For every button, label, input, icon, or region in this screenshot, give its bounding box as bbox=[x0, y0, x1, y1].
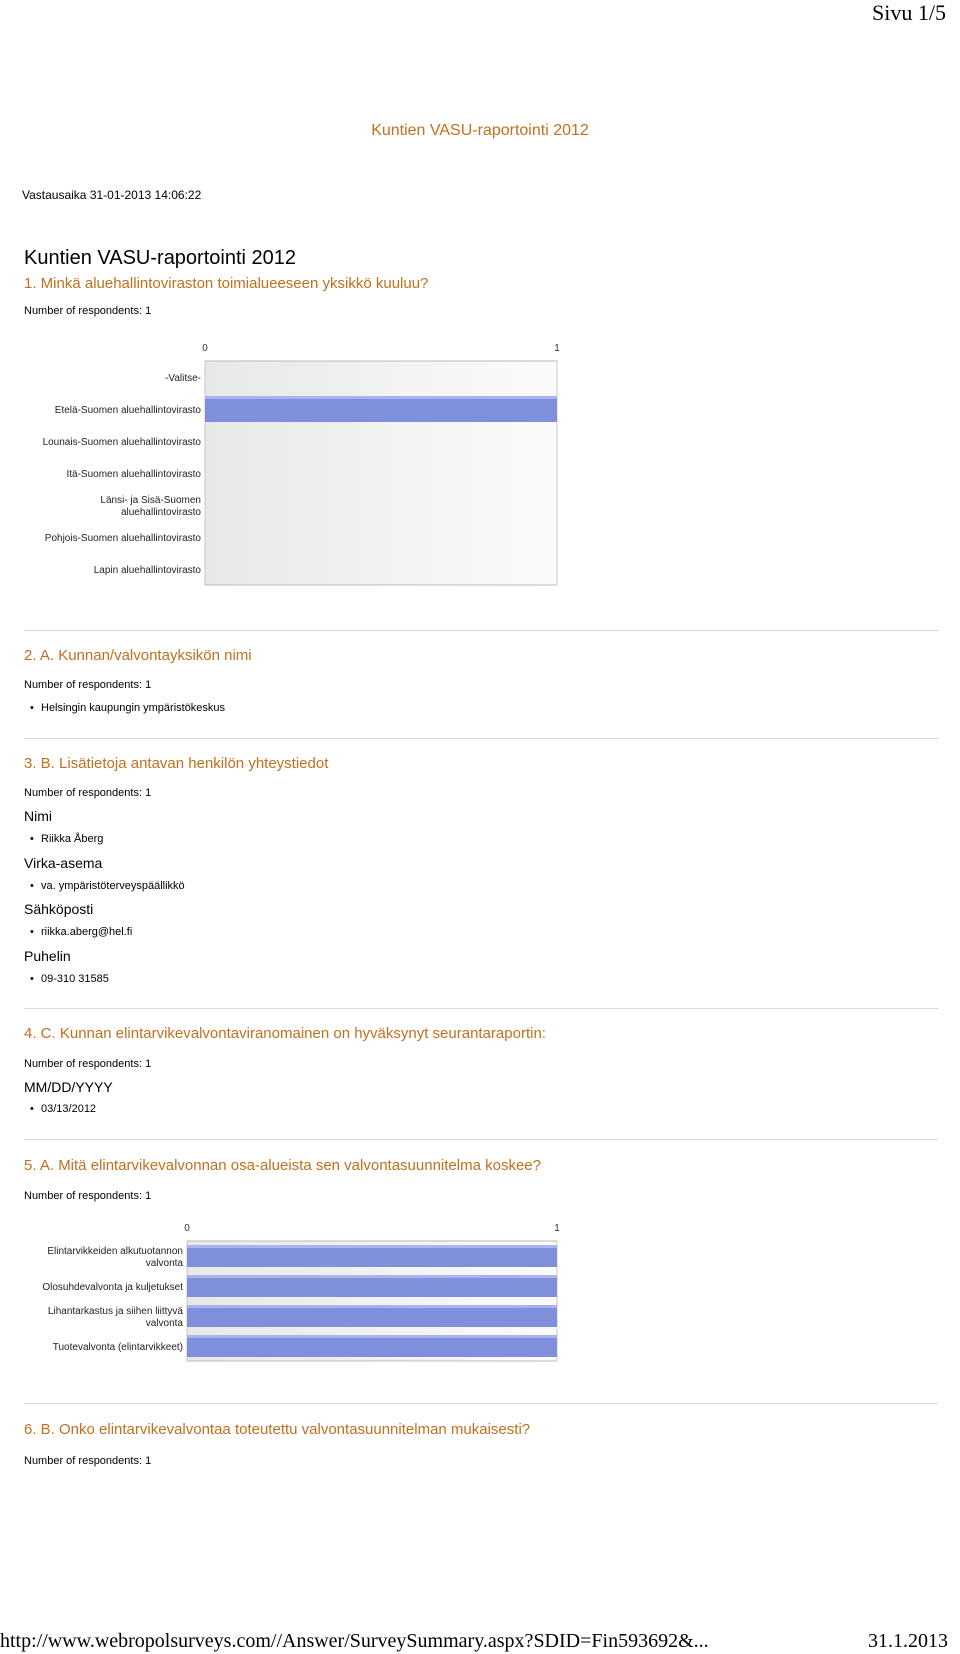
document-title: Kuntien VASU-raportointi 2012 bbox=[371, 122, 589, 139]
bar-highlight bbox=[187, 1335, 557, 1338]
bar bbox=[205, 396, 557, 422]
x-tick-label: 1 bbox=[554, 1223, 560, 1234]
category-label: -Valitse- bbox=[165, 373, 201, 384]
bar bbox=[187, 1335, 557, 1357]
category-label: Olosuhdevalvonta ja kuljetukset bbox=[42, 1282, 183, 1293]
category-label: Elintarvikkeiden alkutuotannon bbox=[47, 1246, 183, 1257]
question-3-title: 3. B. Lisätietoja antavan henkilön yhteystiedot bbox=[24, 755, 329, 772]
category-label: Pohjois-Suomen aluehallintovirasto bbox=[44, 533, 201, 544]
category-label: Itä-Suomen aluehallintovirasto bbox=[66, 469, 201, 480]
field-label-phone: Puhelin bbox=[24, 948, 71, 964]
field-label-position: Virka-asema bbox=[24, 855, 103, 871]
section-divider bbox=[24, 738, 938, 739]
section-divider bbox=[24, 1008, 938, 1009]
x-tick-label: 0 bbox=[202, 343, 208, 354]
x-tick-label: 1 bbox=[554, 343, 560, 354]
x-tick-label: 0 bbox=[184, 1223, 190, 1234]
question-5-title: 5. A. Mitä elintarvikevalvonnan osa-alueista sen valvontasuunnitelma koskee? bbox=[24, 1157, 541, 1174]
question-4-respondents: Number of respondents: 1 bbox=[24, 1058, 152, 1070]
list-item: • Riikka Åberg bbox=[32, 833, 103, 845]
list-item: • 03/13/2012 bbox=[32, 1103, 96, 1115]
question-1-bar-chart bbox=[0, 340, 600, 610]
footer-url: http://www.webropolsurveys.com//Answer/SurveySummary.aspx?SDID=Fin593692&... bbox=[0, 1630, 709, 1652]
list-item: • va. ympäristöterveyspäällikkö bbox=[32, 880, 185, 892]
category-label: Tuotevalvonta (elintarvikkeet) bbox=[52, 1342, 183, 1353]
question-6-title: 6. B. Onko elintarvikevalvontaa toteutettu valvontasuunnitelman mukaisesti? bbox=[24, 1421, 531, 1438]
survey-title: Kuntien VASU-raportointi 2012 bbox=[24, 247, 297, 269]
response-time: Vastausaika 31-01-2013 14:06:22 bbox=[22, 188, 202, 202]
question-2-respondents: Number of respondents: 1 bbox=[24, 679, 152, 691]
bar bbox=[187, 1305, 557, 1327]
bar bbox=[187, 1245, 557, 1267]
list-item: • riikka.aberg@hel.fi bbox=[32, 926, 132, 938]
section-divider bbox=[24, 1139, 938, 1140]
field-label-name: Nimi bbox=[24, 808, 52, 824]
category-label: valvonta bbox=[145, 1258, 183, 1269]
question-2-title: 2. A. Kunnan/valvontayksikön nimi bbox=[24, 647, 252, 664]
page-number: Sivu 1/5 bbox=[872, 0, 946, 25]
field-label-date-format: MM/DD/YYYY bbox=[24, 1079, 113, 1095]
question-5-bar-chart bbox=[0, 1220, 600, 1380]
question-1-title: 1. Minkä aluehallintoviraston toimialueeseen yksikkö kuuluu? bbox=[24, 275, 429, 292]
category-label: Lounais-Suomen aluehallintovirasto bbox=[42, 437, 201, 448]
section-divider bbox=[24, 1403, 938, 1404]
bar-highlight bbox=[187, 1275, 557, 1278]
category-label: Länsi- ja Sisä-Suomen bbox=[100, 495, 201, 506]
question-1-respondents: Number of respondents: 1 bbox=[24, 305, 152, 317]
list-item: • Helsingin kaupungin ympäristökeskus bbox=[32, 702, 225, 714]
bar-highlight bbox=[205, 396, 557, 399]
question-6-respondents: Number of respondents: 1 bbox=[24, 1455, 152, 1467]
question-4-title: 4. C. Kunnan elintarvikevalvontaviranomainen on hyväksynyt seurantaraportin: bbox=[24, 1025, 546, 1042]
section-divider bbox=[24, 630, 938, 631]
list-item: • 09-310 31585 bbox=[32, 973, 109, 985]
bar-highlight bbox=[187, 1245, 557, 1248]
category-label: aluehallintovirasto bbox=[120, 507, 201, 518]
bar-highlight bbox=[187, 1305, 557, 1308]
category-label: Lapin aluehallintovirasto bbox=[93, 565, 201, 576]
question-5-respondents: Number of respondents: 1 bbox=[24, 1190, 152, 1202]
category-label: valvonta bbox=[145, 1318, 183, 1329]
footer-date: 31.1.2013 bbox=[868, 1630, 948, 1652]
category-label: Lihantarkastus ja siihen liittyvä bbox=[47, 1306, 183, 1317]
plot-area bbox=[205, 361, 557, 585]
category-label: Etelä-Suomen aluehallintovirasto bbox=[54, 405, 201, 416]
field-label-email: Sähköposti bbox=[24, 901, 94, 917]
bar bbox=[187, 1275, 557, 1297]
question-3-respondents: Number of respondents: 1 bbox=[24, 787, 152, 799]
